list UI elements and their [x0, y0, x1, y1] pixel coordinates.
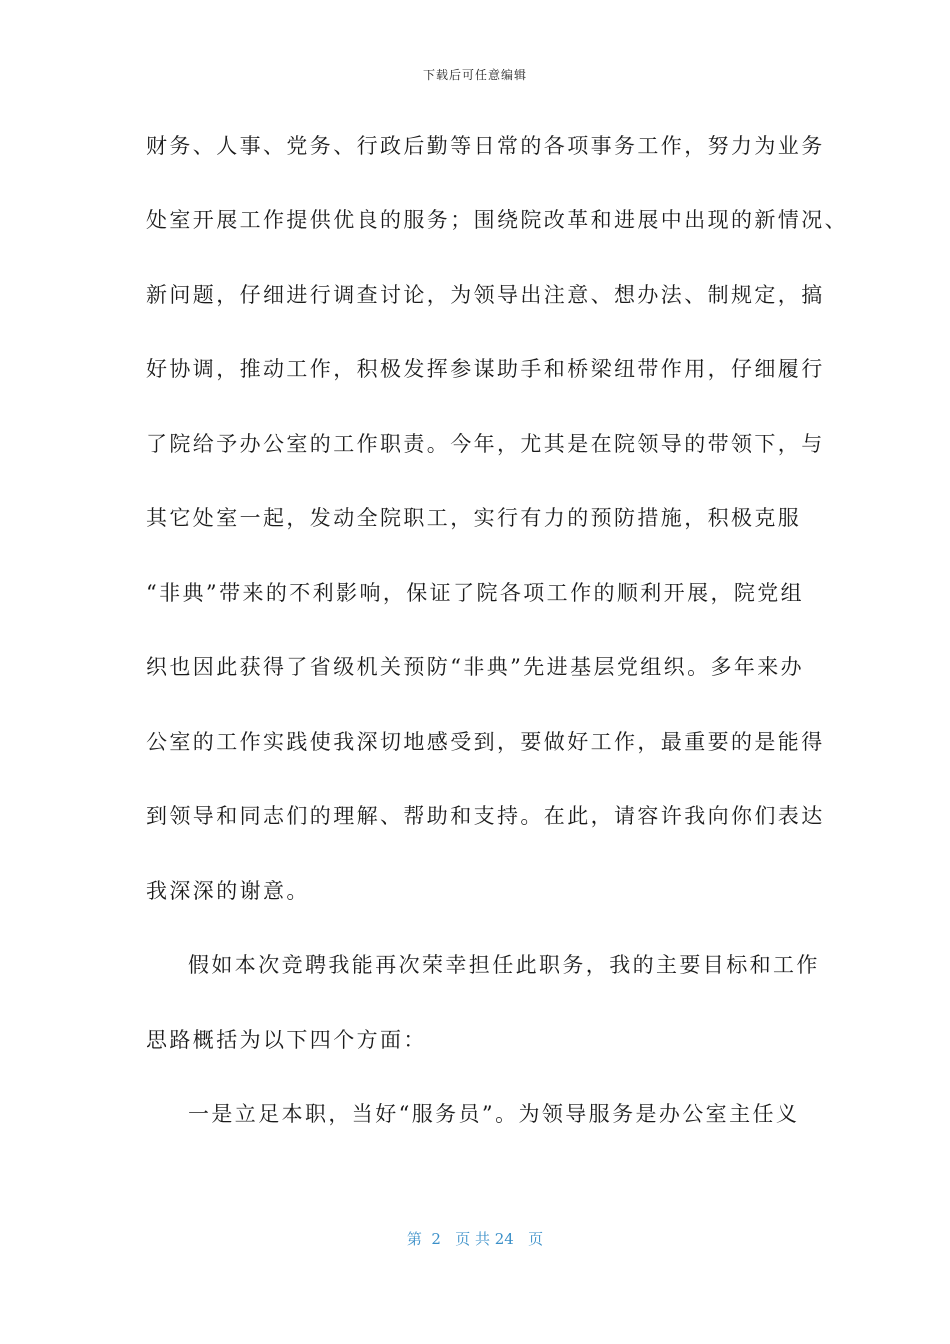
- text-line: 了院给予办公室的工作职责。今年，尤其是在院领导的带领下，与: [146, 432, 825, 456]
- text-line: “非典”带来的不利影响，保证了院各项工作的顺利开展，院党组: [146, 581, 805, 605]
- text-line: 思路概括为以下四个方面：: [146, 1028, 427, 1052]
- page-number-footer: 第 2 页 共 24 页: [406, 1230, 544, 1248]
- paragraph-first-line: 一是立足本职，当好“服务员”。为领导服务是办公室主任义: [188, 1102, 800, 1126]
- text-line: 新问题，仔细进行调查讨论，为领导出注意、想办法、制规定，搞: [146, 283, 825, 307]
- text-line: 公室的工作实践使我深切地感受到，要做好工作，最重要的是能得: [146, 730, 825, 754]
- text-line: 财务、人事、党务、行政后勤等日常的各项事务工作，努力为业务: [146, 134, 825, 158]
- text-line: 我深深的谢意。: [146, 879, 310, 903]
- text-line: 到领导和同志们的理解、帮助和支持。在此，请容许我向你们表达: [146, 804, 825, 828]
- text-line: 其它处室一起，发动全院职工，实行有力的预防措施，积极克服: [146, 506, 802, 530]
- paragraph-first-line: 假如本次竞聘我能再次荣幸担任此职务，我的主要目标和工作: [188, 953, 820, 977]
- page-header: 下载后可任意编辑: [422, 68, 527, 82]
- text-line: 织也因此获得了省级机关预防“非典”先进基层党组织。多年来办: [146, 655, 805, 679]
- text-line: 好协调，推动工作，积极发挥参谋助手和桥梁纽带作用，仔细履行: [146, 357, 825, 381]
- text-line: 处室开展工作提供优良的服务；围绕院改革和进展中出现的新情况、: [146, 208, 848, 232]
